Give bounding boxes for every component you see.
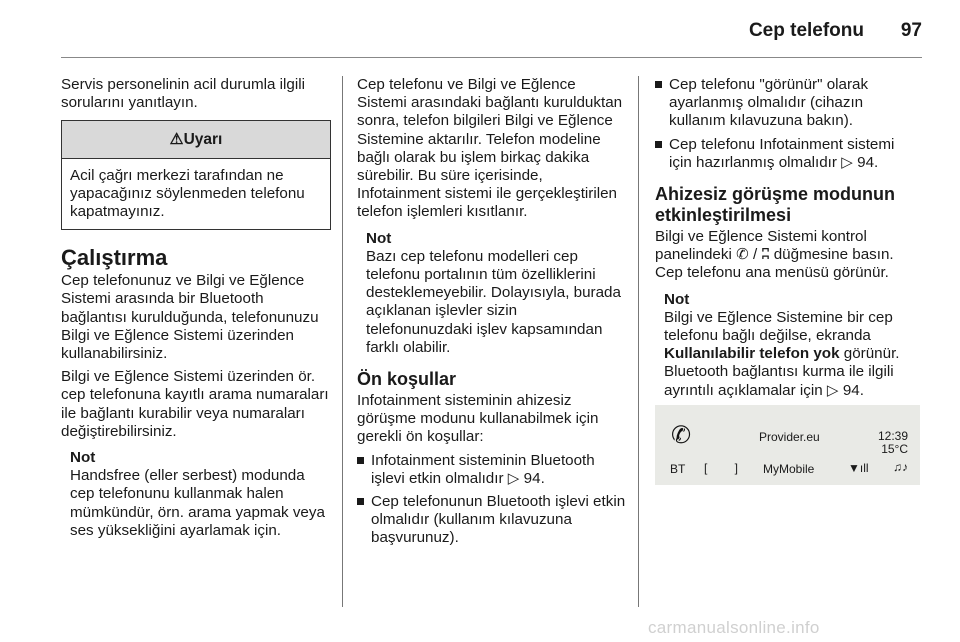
header-rule — [61, 57, 922, 58]
temperature-text: 15°C — [881, 442, 908, 456]
device-name: MyMobile — [763, 462, 815, 476]
prerequisites-list — [357, 452, 627, 548]
note-label: Not — [366, 229, 392, 247]
note-label: Not — [70, 449, 96, 467]
operation-paragraph-2: Bilgi ve Eğlence Sistemi üzerinden ör. cep telefonuna kayıtlı arama numaraları ile bağlantı kurabilir veya numaraları değiştirebilirsiniz. — [61, 368, 329, 440]
page-header — [0, 0, 960, 52]
no-phone-message: Kullanılabilir telefon yok — [664, 345, 840, 363]
warning-body: Acil çağrı merkezi tarafından ne yapacağınız söylenmeden telefonu kapatmayınız. — [70, 166, 305, 221]
warning-header — [62, 121, 330, 158]
intro-paragraph: Servis personelinin acil durumla ilgili sorularını yanıtlayın. — [61, 76, 305, 112]
section-title-prerequisites: Ön koşullar — [357, 369, 457, 390]
infotainment-screen — [655, 405, 920, 485]
list-item — [357, 493, 627, 548]
prerequisites-list-continued — [655, 76, 920, 172]
page-ref-icon: ▷ — [507, 469, 520, 487]
brackets-label: [ ] — [704, 461, 751, 475]
operation-paragraph-1: Cep telefonunuz ve Bilgi ve Eğlence Sistemi arasında bir Bluetooth bağlantısı kurulduğunda, telefonunuzu Bilgi ve Eğlence Sistemi üzerinden kullanabilirsiniz. — [61, 272, 319, 363]
prerequisites-paragraph: Infotainment sisteminin ahizesiz görüşme modunu kullanabilmek için gerekli ön koşullar: — [357, 392, 599, 446]
list-item — [357, 452, 627, 488]
bullet-icon — [655, 141, 662, 148]
time-text: 12:39 — [877, 429, 908, 443]
phone-icon: ✆ — [736, 246, 749, 264]
bullet-icon — [357, 498, 364, 505]
bt-label: BT — [670, 462, 686, 476]
warning-title: Uyarı — [183, 131, 223, 149]
page-ref: 94. — [523, 469, 545, 487]
connection-paragraph: Cep telefonu ve Bilgi ve Eğlence Sistemi arasındaki bağlantı kurulduktan sonra, telefon bilgileri Bilgi ve Eğlence Sistemine aktarılır. Telefon modeline bağlı olarak bu işlem birkaç dakika sürebilir. Bu süre içerisinde, Infotainment sistemi ile gerçekleştirilen telefon işlemleri kısıtlanır. — [357, 76, 623, 221]
bullet-icon — [357, 457, 364, 464]
column-1 — [61, 76, 331, 540]
list-item — [655, 136, 920, 172]
warning-box — [61, 120, 331, 230]
list-item-text: Cep telefonu "görünür" olarak ayarlanmış olmalıdır (cihazın kullanım kılavuzuna bakın). — [669, 76, 869, 130]
list-item-text: Cep telefonu Infotainment sistemi için hazırlanmış olmalıdır — [669, 135, 895, 171]
note-text: Handsfree (eller serbest) modunda cep telefonunu kullanmak halen mümkündür, örn. arama yapmak veya ses yüksekliğini ayarlamak için. — [70, 467, 325, 539]
warning-icon: ⚠ — [169, 131, 184, 149]
watermark: carmanualsonline.info — [648, 618, 820, 637]
music-icon: ♫♪ — [893, 460, 908, 474]
list-item-text: Infotainment sisteminin Bluetooth işlevi etkin olmalıdır — [371, 451, 595, 487]
column-3 — [655, 76, 920, 400]
column-2 — [357, 76, 627, 553]
section-title-handsfree: Ahizesiz görüşme modunun etkinleştirilmesi — [655, 184, 896, 226]
note-no-phone: Not Bilgi ve Eğlence Sistemine bir cep telefonu bağlı değilse, ekranda Kullanılabilir telefon yok görünür. Bluetooth bağlantısı kurma ile ilgili ayrıntılı açıklamalar için ▷ 94. — [664, 291, 920, 400]
note-label: Not — [664, 290, 690, 308]
page-title: Cep telefonu — [748, 20, 864, 41]
note-text: Bazı cep telefonu modelleri cep telefonu portalının tüm özelliklerini desteklemeyebilir. Dolayısıyla, burada açıklanan işlevler sizin telefonunuzdaki işlev kapsamından farklı olabilir. — [366, 247, 621, 356]
provider-name: Provider.eu — [759, 430, 820, 444]
signal-icon: ▼ıll — [848, 461, 869, 475]
column-divider — [638, 76, 639, 607]
page-ref-icon: ▷ — [826, 381, 839, 399]
clock — [878, 430, 908, 456]
list-item — [655, 76, 920, 131]
handset-icon: ✆ — [671, 422, 692, 449]
page-ref: 94. — [842, 381, 864, 399]
mute-icon: ʭ — [761, 246, 770, 264]
column-divider — [342, 76, 343, 607]
page-ref: 94. — [857, 153, 879, 171]
note-handsfree — [70, 449, 331, 540]
page-number: 97 — [900, 20, 922, 41]
section-title-operation: Çalıştırma — [61, 245, 168, 271]
list-item-text: Cep telefonunun Bluetooth işlevi etkin olmalıdır (kullanım kılavuzuna başvurunuz). — [371, 493, 626, 547]
note-models — [366, 230, 627, 357]
page-ref-icon: ▷ — [841, 153, 853, 171]
handsfree-paragraph: Bilgi ve Eğlence Sistemi kontrol panelindeki ✆ / ʭ düğmesine basın. Cep telefonu ana menüsü görünür. — [655, 228, 894, 282]
bullet-icon — [655, 81, 662, 88]
